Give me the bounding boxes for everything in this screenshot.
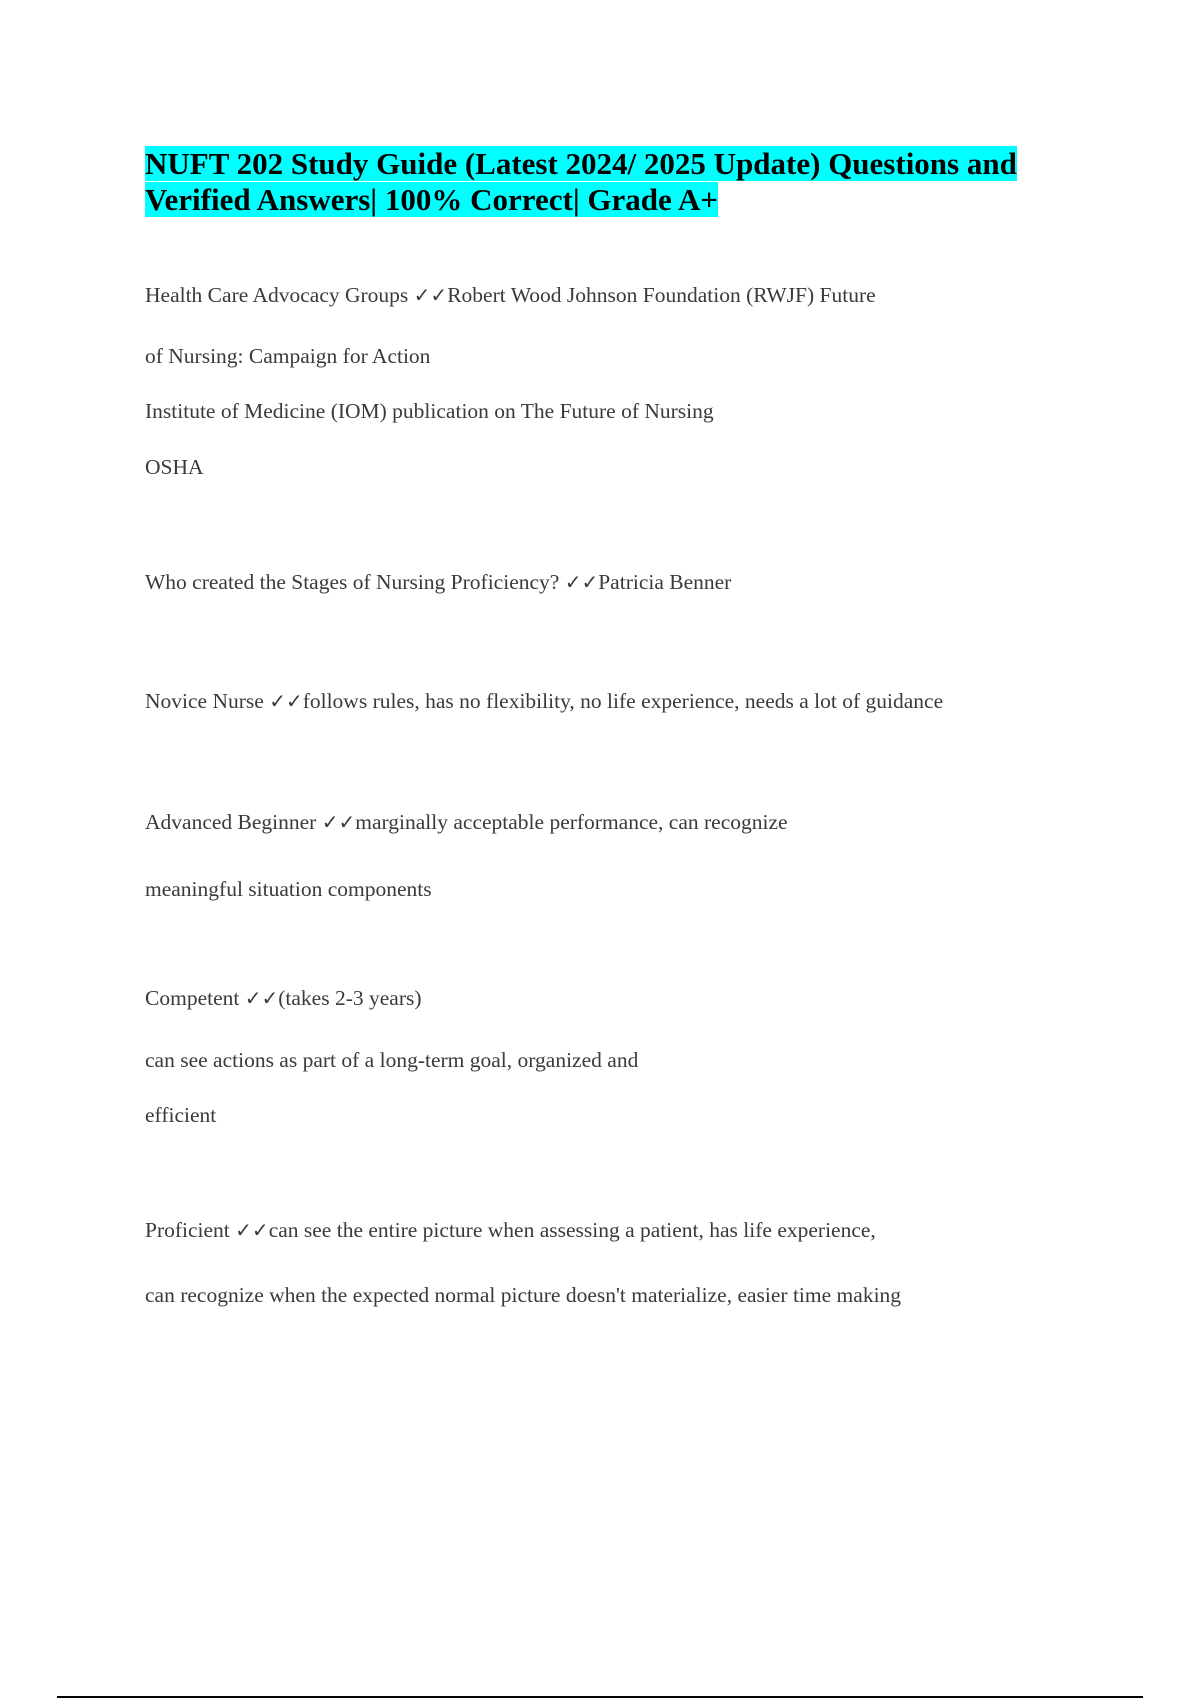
entry-term: Health Care Advocacy Groups bbox=[145, 283, 414, 307]
entry-advocacy-answer-line: of Nursing: Campaign for Action bbox=[145, 344, 431, 368]
double-check-icon: ✓✓ bbox=[235, 1218, 269, 1242]
entry-advanced-beginner-line bbox=[145, 809, 788, 835]
entry-term: Novice Nurse bbox=[145, 689, 270, 713]
entry-term: Competent bbox=[145, 986, 245, 1010]
entry-answer: Patricia Benner bbox=[598, 570, 732, 594]
entry-novice-line bbox=[145, 688, 943, 714]
double-check-icon: ✓✓ bbox=[564, 570, 599, 594]
entry-advocacy-answer-line: OSHA bbox=[145, 455, 204, 479]
entry-advocacy-answer-line: Institute of Medicine (IOM) publication on The Future of Nursing bbox=[145, 399, 714, 423]
title-line-2: Verified Answers| 100% Correct| Grade A+ bbox=[145, 182, 718, 217]
entry-advocacy-term-line bbox=[145, 282, 876, 308]
entry-answer: follows rules, has no flexibility, no life experience, needs a lot of guidance bbox=[302, 689, 944, 713]
entry-proficient-answer-line: can recognize when the expected normal picture doesn't materialize, easier time making bbox=[145, 1283, 902, 1307]
entry-advanced-beginner-answer-line: meaningful situation components bbox=[145, 877, 432, 901]
footer-divider bbox=[57, 1696, 1143, 1698]
entry-proficient-line bbox=[145, 1217, 876, 1243]
entry-answer: marginally acceptable performance, can recognize bbox=[355, 810, 788, 834]
entry-answer: Robert Wood Johnson Foundation (RWJF) Future bbox=[447, 283, 876, 307]
entry-competent-answer-line: can see actions as part of a long-term goal, organized and bbox=[145, 1048, 639, 1072]
double-check-icon: ✓✓ bbox=[269, 689, 303, 713]
double-check-icon: ✓✓ bbox=[413, 283, 448, 307]
entry-term: Advanced Beginner bbox=[145, 810, 322, 834]
double-check-icon: ✓✓ bbox=[321, 810, 356, 834]
title-line-1: NUFT 202 Study Guide (Latest 2024/ 2025 Update) Questions and bbox=[145, 146, 1017, 181]
entry-competent-answer-line: efficient bbox=[145, 1103, 217, 1127]
entry-competent-line bbox=[145, 985, 422, 1011]
entry-stages-line bbox=[145, 569, 731, 595]
page-title bbox=[145, 146, 1065, 218]
entry-term: Proficient bbox=[145, 1218, 236, 1242]
entry-answer: can see the entire picture when assessing a patient, has life experience, bbox=[268, 1218, 876, 1242]
entry-answer: (takes 2-3 years) bbox=[278, 986, 422, 1010]
double-check-icon: ✓✓ bbox=[244, 986, 279, 1010]
entry-term: Who created the Stages of Nursing Proficiency? bbox=[145, 570, 565, 594]
